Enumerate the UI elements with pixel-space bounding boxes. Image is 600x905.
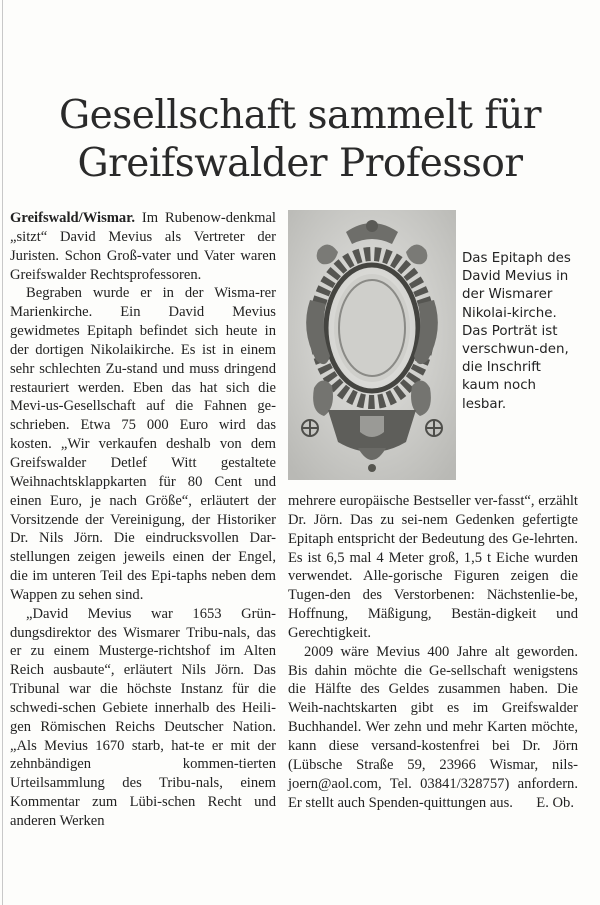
- scan-edge-line: [2, 0, 3, 905]
- photo-caption: Das Epitaph des David Mevius in der Wismarer Nikolai-kirche. Das Porträt ist verschwun-den, die Inschrift kaum noch lesbar.: [462, 251, 571, 412]
- headline-line-2: Greifswalder Professor: [77, 141, 523, 186]
- paragraph-text: Im Rubenow-denkmal „sitzt“ David Mevius als Vertreter der Juristen. Schon Groß-vater und Vater waren Greifswalder Rechtsprofessoren.: [10, 210, 276, 283]
- article-paragraph: [288, 643, 578, 813]
- article-paragraph: „David Mevius war 1653 Grün-dungsdirektor des Wismarer Tribu-nals, das er zu einem Musterge-richtshof im Alten Reich ausbaute“, erläutert Nils Jörn. Das Tribunal war die höchste Instanz für die schwedi-schen Gebiete innerhalb des Heili-gen Römischen Reichs Deutscher Nation. „Als Mevius 1670 starb, hat-te er mit der zehnbändigen kommen-tierten Urteilsammlung des Tribu-nals, einem Kommentar zum Lübi-schen Recht und anderen Werken: [10, 605, 276, 829]
- article-paragraph: [10, 209, 276, 284]
- article-paragraph: Begraben wurde er in der Wisma-rer Marienkirche. Ein David Mevius gewidmetes Epitaph befindet sich heute in der dortigen Nikolaikirche. Es ist in einem sehr schlechten Zu-stand und muss dringend restauriert werden. Eben das hat sich die Mevi-us-Gesellschaft auf die Fahnen ge-schrieben. Etwa 75 000 Euro wird das kosten. „Wir verkaufen deshalb von dem Greifswalder Detlef Witt gestaltete Weihnachtsklappkarten für 80 Cent und einen Euro, je nach Größe“, erläutert der Vorsitzende der Vereinigung, der Historiker Dr. Nils Jörn. Die eindrucksvollen Dar-stellungen zeigen jeweils einen der Engel, die im unteren Teil des Epi-taphs neben dem Wappen zu sehen sind.: [10, 285, 276, 603]
- dateline: Greifswald/Wismar.: [10, 210, 136, 226]
- author-signature: E. Ob.: [536, 794, 574, 811]
- epitaph-illustration: [288, 210, 456, 480]
- paragraph-text: 2009 wäre Mevius 400 Jahre alt geworden. Bis dahin möchte die Ge-sellschaft wenigstens die Hälfte des Geldes zusammen haben. Die Weih-nachtskarten gibt es im Greifswalder Buchhandel. Wer zehn und mehr Karten möchte, kann diese versand-kostenfrei bei Dr. Jörn (Lübsche Straße 59, 23966 Wismar, nils-joern@aol.com, Tel. 03841/328757) anfordern. Er stellt auch Spenden-quittungen aus.: [288, 643, 578, 811]
- article-headline: [20, 92, 580, 188]
- headline-line-1: Gesellschaft sammelt für: [58, 93, 542, 138]
- article-column-right: [288, 492, 578, 812]
- epitaph-photo: [288, 210, 456, 480]
- article-paragraph: mehrere europäische Bestseller ver-fasst“, erzählt Dr. Jörn. Das zu sei-nem Gedenken gefertigte Epitaph entspricht der Bedeutung des Ge-lehrten. Es ist 6,5 mal 4 Meter groß, 1,5 t Eiche wurden verwendet. Alle-gorische Figuren zeigen die Tugen-den des Verstorbenen: Nächstenlie-be, Hoffnung, Mäßigung, Bestän-digkeit und Gerechtigkeit.: [288, 493, 578, 641]
- article-column-left: [10, 209, 276, 831]
